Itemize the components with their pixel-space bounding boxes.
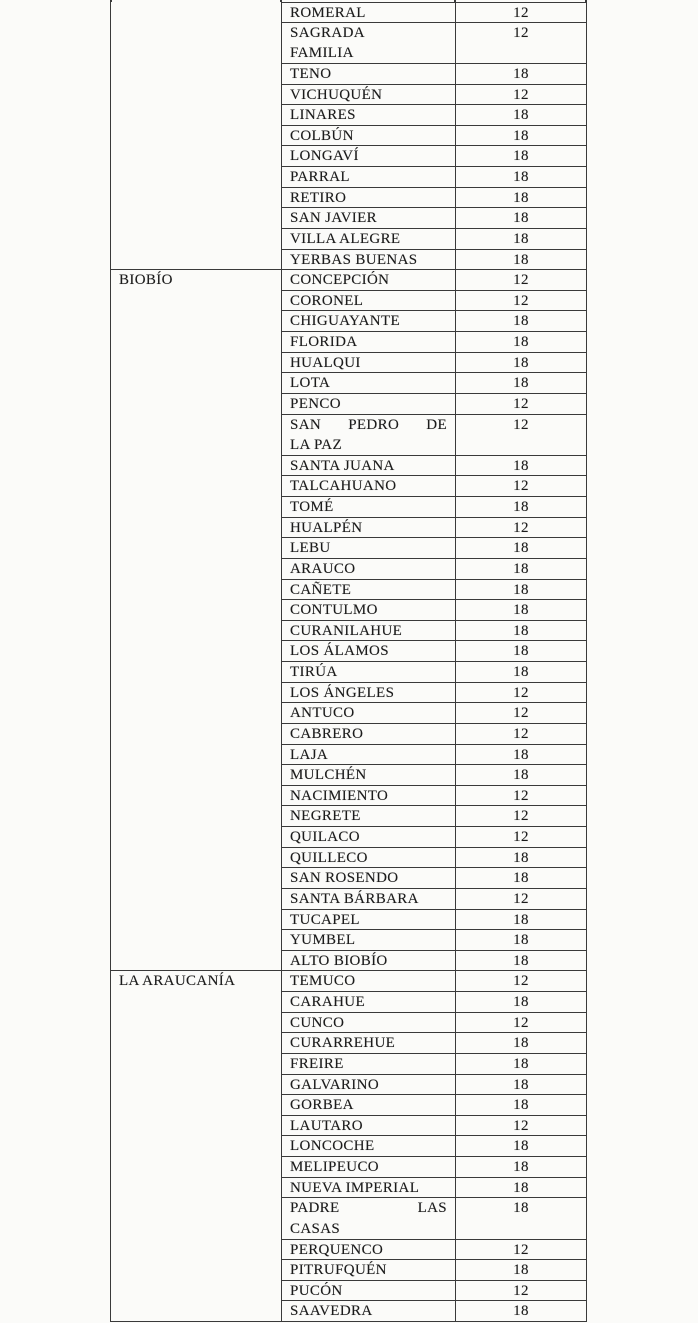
commune-label: LOS ÁNGELES xyxy=(290,684,395,701)
value-cell xyxy=(456,1260,587,1281)
commune-label: CAÑETE xyxy=(290,581,352,598)
value-cell xyxy=(456,538,587,559)
value-label: 18 xyxy=(513,127,529,144)
value-label: 18 xyxy=(513,602,529,619)
value-label: 18 xyxy=(513,911,529,928)
value-label: 18 xyxy=(513,230,529,247)
commune-label-line xyxy=(290,415,447,436)
commune-cell xyxy=(282,600,456,621)
commune-cell xyxy=(282,745,456,766)
commune-label: VILLA ALEGRE xyxy=(290,230,401,247)
commune-label: LOTA xyxy=(290,375,331,392)
region-cell xyxy=(110,971,282,1322)
value-cell xyxy=(456,1301,587,1322)
commune-label: CHIGUAYANTE xyxy=(290,313,400,330)
value-label: 18 xyxy=(513,1097,529,1114)
commune-label-word: LAS xyxy=(417,1200,447,1217)
value-cell xyxy=(456,1178,587,1199)
value-cell xyxy=(456,208,587,229)
commune-label: CORONEL xyxy=(290,292,364,309)
commune-cell xyxy=(282,126,456,147)
commune-cell xyxy=(282,229,456,250)
value-label: 18 xyxy=(513,870,529,887)
commune-label: SAN JAVIER xyxy=(290,210,377,227)
value-cell xyxy=(456,270,587,291)
commune-cell xyxy=(282,64,456,85)
value-cell xyxy=(456,930,587,951)
commune-label-word: PADRE xyxy=(290,1200,340,1217)
commune-label: LONCOCHE xyxy=(290,1138,375,1155)
value-cell xyxy=(456,85,587,106)
commune-cell xyxy=(282,827,456,848)
value-cell xyxy=(456,415,587,456)
value-label: 12 xyxy=(513,890,529,907)
commune-label: PERQUENCO xyxy=(290,1241,384,1258)
commune-cell xyxy=(282,1095,456,1116)
value-cell xyxy=(456,229,587,250)
value-cell xyxy=(456,662,587,683)
commune-cell xyxy=(282,1198,456,1239)
value-label: 18 xyxy=(513,1179,529,1196)
commune-cell xyxy=(282,683,456,704)
value-label: 18 xyxy=(513,354,529,371)
value-cell xyxy=(456,724,587,745)
value-label: 12 xyxy=(513,1014,529,1031)
commune-label: NEGRETE xyxy=(290,808,361,825)
value-cell xyxy=(456,683,587,704)
value-cell xyxy=(456,600,587,621)
value-cell xyxy=(456,1281,587,1302)
value-label: 12 xyxy=(513,395,529,412)
commune-cell xyxy=(282,868,456,889)
value-label: 12 xyxy=(513,292,529,309)
commune-cell xyxy=(282,538,456,559)
commune-cell xyxy=(282,765,456,786)
commune-cell xyxy=(282,1075,456,1096)
commune-label-line: CASAS xyxy=(290,1220,341,1237)
commune-cell xyxy=(282,85,456,106)
commune-label-line: FAMILIA xyxy=(290,45,354,62)
commune-cell xyxy=(282,930,456,951)
commune-cell xyxy=(282,724,456,745)
value-label: 18 xyxy=(513,148,529,165)
commune-label-line: SAGRADA xyxy=(290,24,365,41)
value-label: 12 xyxy=(513,86,529,103)
commune-label: TEMUCO xyxy=(290,973,356,990)
commune-label-word: PEDRO xyxy=(348,416,400,433)
commune-label: CURARREHUE xyxy=(290,1035,396,1052)
commune-label: CONCEPCIÓN xyxy=(290,272,390,289)
value-cell xyxy=(456,868,587,889)
value-label: 18 xyxy=(513,622,529,639)
value-label: 18 xyxy=(513,540,529,557)
value-label: 18 xyxy=(513,767,529,784)
commune-label-line xyxy=(290,1198,447,1219)
commune-cell xyxy=(282,250,456,271)
value-cell xyxy=(456,291,587,312)
value-cell xyxy=(456,889,587,910)
commune-label: SANTA BÁRBARA xyxy=(290,890,419,907)
commune-label: LINARES xyxy=(290,107,356,124)
value-label: 12 xyxy=(513,24,529,41)
value-cell xyxy=(456,1240,587,1261)
commune-cell xyxy=(282,580,456,601)
commune-label: TALCAHUANO xyxy=(290,478,397,495)
value-cell xyxy=(456,311,587,332)
value-cell xyxy=(456,167,587,188)
commune-cell xyxy=(282,1240,456,1261)
value-cell xyxy=(456,806,587,827)
commune-label: ALTO BIOBÍO xyxy=(290,952,388,969)
value-cell xyxy=(456,765,587,786)
commune-label-word: DE xyxy=(426,416,447,433)
commune-cell xyxy=(282,415,456,456)
value-label: 18 xyxy=(513,643,529,660)
commune-cell xyxy=(282,497,456,518)
commune-label: ANTUCO xyxy=(290,705,355,722)
value-cell xyxy=(456,394,587,415)
value-label: 12 xyxy=(513,519,529,536)
value-label: 18 xyxy=(513,581,529,598)
value-cell xyxy=(456,580,587,601)
value-label: 18 xyxy=(513,457,529,474)
value-cell xyxy=(456,910,587,931)
commune-cell xyxy=(282,332,456,353)
commune-cell xyxy=(282,208,456,229)
value-label: 12 xyxy=(513,787,529,804)
value-cell xyxy=(456,992,587,1013)
commune-label: PARRAL xyxy=(290,169,350,185)
commune-label: FLORIDA xyxy=(290,334,358,350)
commune-label: TENO xyxy=(290,65,332,82)
commune-label: MULCHÉN xyxy=(290,767,367,784)
commune-label-word: SAN xyxy=(290,416,322,433)
value-cell xyxy=(456,1054,587,1075)
value-cell xyxy=(456,1157,587,1178)
value-cell xyxy=(456,518,587,539)
commune-cell xyxy=(282,641,456,662)
value-label: 18 xyxy=(513,334,529,350)
value-label: 12 xyxy=(513,684,529,701)
region-cell xyxy=(110,2,282,270)
value-label: 18 xyxy=(513,1055,529,1072)
value-label: 18 xyxy=(513,65,529,82)
commune-cell xyxy=(282,1054,456,1075)
value-label: 12 xyxy=(513,478,529,495)
value-label: 18 xyxy=(513,849,529,866)
commune-label: LAJA xyxy=(290,746,329,763)
commune-cell xyxy=(282,559,456,580)
commune-label: CUNCO xyxy=(290,1014,345,1031)
commune-label: ARAUCO xyxy=(290,560,356,577)
value-cell xyxy=(456,23,587,64)
commune-cell xyxy=(282,1136,456,1157)
value-cell xyxy=(456,497,587,518)
commune-label: ROMERAL xyxy=(290,5,366,21)
commune-cell xyxy=(282,889,456,910)
commune-cell xyxy=(282,291,456,312)
value-cell xyxy=(456,1136,587,1157)
commune-label: LEBU xyxy=(290,540,331,557)
commune-cell xyxy=(282,167,456,188)
value-label: 12 xyxy=(513,705,529,722)
commune-cell xyxy=(282,786,456,807)
commune-cell xyxy=(282,1157,456,1178)
commune-cell xyxy=(282,270,456,291)
value-label: 18 xyxy=(513,189,529,206)
value-cell xyxy=(456,126,587,147)
commune-label: CONTULMO xyxy=(290,602,378,619)
value-label: 18 xyxy=(513,1035,529,1052)
value-cell xyxy=(456,827,587,848)
value-label: 18 xyxy=(513,313,529,330)
value-cell xyxy=(456,703,587,724)
value-label: 12 xyxy=(513,829,529,845)
commune-cell xyxy=(282,1013,456,1034)
commune-cell xyxy=(282,476,456,497)
value-label: 18 xyxy=(513,746,529,763)
value-label: 18 xyxy=(513,210,529,227)
commune-cell xyxy=(282,1178,456,1199)
region-cell xyxy=(110,270,282,971)
commune-cell xyxy=(282,1116,456,1137)
value-cell xyxy=(456,332,587,353)
commune-cell xyxy=(282,394,456,415)
commune-cell xyxy=(282,662,456,683)
commune-cell xyxy=(282,971,456,992)
value-label: 12 xyxy=(513,1241,529,1258)
value-label: 18 xyxy=(513,932,529,949)
commune-label: TUCAPEL xyxy=(290,911,360,928)
commune-label: MELIPEUCO xyxy=(290,1159,379,1175)
value-label: 18 xyxy=(513,375,529,392)
commune-cell xyxy=(282,910,456,931)
value-label: 18 xyxy=(513,107,529,124)
value-cell xyxy=(456,641,587,662)
value-cell xyxy=(456,2,587,23)
commune-label: PUCÓN xyxy=(290,1282,343,1299)
value-label: 18 xyxy=(513,952,529,969)
value-label: 18 xyxy=(513,1159,529,1175)
commune-label: TIRÚA xyxy=(290,664,338,680)
commune-cell xyxy=(282,703,456,724)
commune-cell xyxy=(282,518,456,539)
value-cell xyxy=(456,188,587,209)
commune-label: SAAVEDRA xyxy=(290,1303,373,1320)
region-label: BIOBÍO xyxy=(119,272,173,289)
commune-label-line: LA PAZ xyxy=(290,437,342,454)
commune-label: GALVARINO xyxy=(290,1076,379,1093)
value-cell xyxy=(456,621,587,642)
commune-label: PENCO xyxy=(290,395,341,412)
commune-cell xyxy=(282,146,456,167)
commune-label: QUILACO xyxy=(290,829,360,845)
commune-cell xyxy=(282,105,456,126)
value-cell xyxy=(456,1013,587,1034)
value-label: 18 xyxy=(513,251,529,268)
value-label: 18 xyxy=(513,1303,529,1320)
value-label: 12 xyxy=(513,5,529,21)
commune-label: GORBEA xyxy=(290,1097,354,1114)
commune-label: NACIMIENTO xyxy=(290,787,389,804)
commune-label: YERBAS BUENAS xyxy=(290,251,418,268)
value-cell xyxy=(456,1075,587,1096)
value-label: 12 xyxy=(513,1282,529,1299)
commune-cell xyxy=(282,353,456,374)
value-cell xyxy=(456,146,587,167)
commune-label: SAN ROSENDO xyxy=(290,870,399,887)
value-cell xyxy=(456,745,587,766)
commune-label: SANTA JUANA xyxy=(290,457,395,474)
commune-label: YUMBEL xyxy=(290,932,356,949)
value-label: 18 xyxy=(513,1200,529,1217)
commune-label: CABRERO xyxy=(290,725,364,742)
value-label: 18 xyxy=(513,664,529,680)
value-cell xyxy=(456,1116,587,1137)
value-cell xyxy=(456,848,587,869)
commune-cell xyxy=(282,848,456,869)
commune-cell xyxy=(282,373,456,394)
value-label: 18 xyxy=(513,169,529,185)
commune-label: CARAHUE xyxy=(290,994,365,1010)
value-label: 12 xyxy=(513,1117,529,1134)
commune-cell xyxy=(282,456,456,477)
value-label: 12 xyxy=(513,808,529,825)
commune-label: HUALQUI xyxy=(290,354,361,371)
value-cell xyxy=(456,456,587,477)
value-label: 12 xyxy=(513,973,529,990)
commune-cell xyxy=(282,2,456,23)
commune-label: VICHUQUÉN xyxy=(290,86,383,103)
commune-cell xyxy=(282,1301,456,1322)
value-cell xyxy=(456,105,587,126)
value-cell xyxy=(456,64,587,85)
commune-cell xyxy=(282,806,456,827)
commune-label: QUILLECO xyxy=(290,849,368,866)
commune-cell xyxy=(282,188,456,209)
value-cell xyxy=(456,951,587,972)
commune-cell xyxy=(282,23,456,64)
value-cell xyxy=(456,476,587,497)
value-label: 18 xyxy=(513,1138,529,1155)
commune-label: TOMÉ xyxy=(290,499,334,515)
commune-label: PITRUFQUÉN xyxy=(290,1262,387,1279)
value-cell xyxy=(456,353,587,374)
commune-label: LONGAVÍ xyxy=(290,148,359,165)
value-label: 18 xyxy=(513,1262,529,1279)
value-label: 12 xyxy=(513,416,529,433)
commune-cell xyxy=(282,621,456,642)
commune-label: LAUTARO xyxy=(290,1117,363,1134)
commune-label: COLBÚN xyxy=(290,127,354,144)
value-cell xyxy=(456,971,587,992)
commune-label: HUALPÉN xyxy=(290,519,363,536)
value-cell xyxy=(456,1033,587,1054)
commune-cell xyxy=(282,1033,456,1054)
communes-table xyxy=(110,2,587,1322)
commune-cell xyxy=(282,1260,456,1281)
value-cell xyxy=(456,1095,587,1116)
value-cell xyxy=(456,786,587,807)
value-label: 18 xyxy=(513,994,529,1010)
region-label: LA ARAUCANÍA xyxy=(119,973,236,990)
value-label: 18 xyxy=(513,499,529,515)
commune-label: RETIRO xyxy=(290,189,347,206)
value-cell xyxy=(456,559,587,580)
commune-cell xyxy=(282,311,456,332)
commune-cell xyxy=(282,1281,456,1302)
value-cell xyxy=(456,373,587,394)
commune-cell xyxy=(282,951,456,972)
commune-label: LOS ÁLAMOS xyxy=(290,643,389,660)
value-cell xyxy=(456,1198,587,1239)
commune-label: FREIRE xyxy=(290,1055,344,1072)
commune-cell xyxy=(282,992,456,1013)
value-label: 18 xyxy=(513,1076,529,1093)
value-label: 12 xyxy=(513,725,529,742)
value-label: 18 xyxy=(513,560,529,577)
value-label: 12 xyxy=(513,272,529,289)
commune-label: CURANILAHUE xyxy=(290,622,403,639)
commune-label: NUEVA IMPERIAL xyxy=(290,1179,420,1196)
value-cell xyxy=(456,250,587,271)
